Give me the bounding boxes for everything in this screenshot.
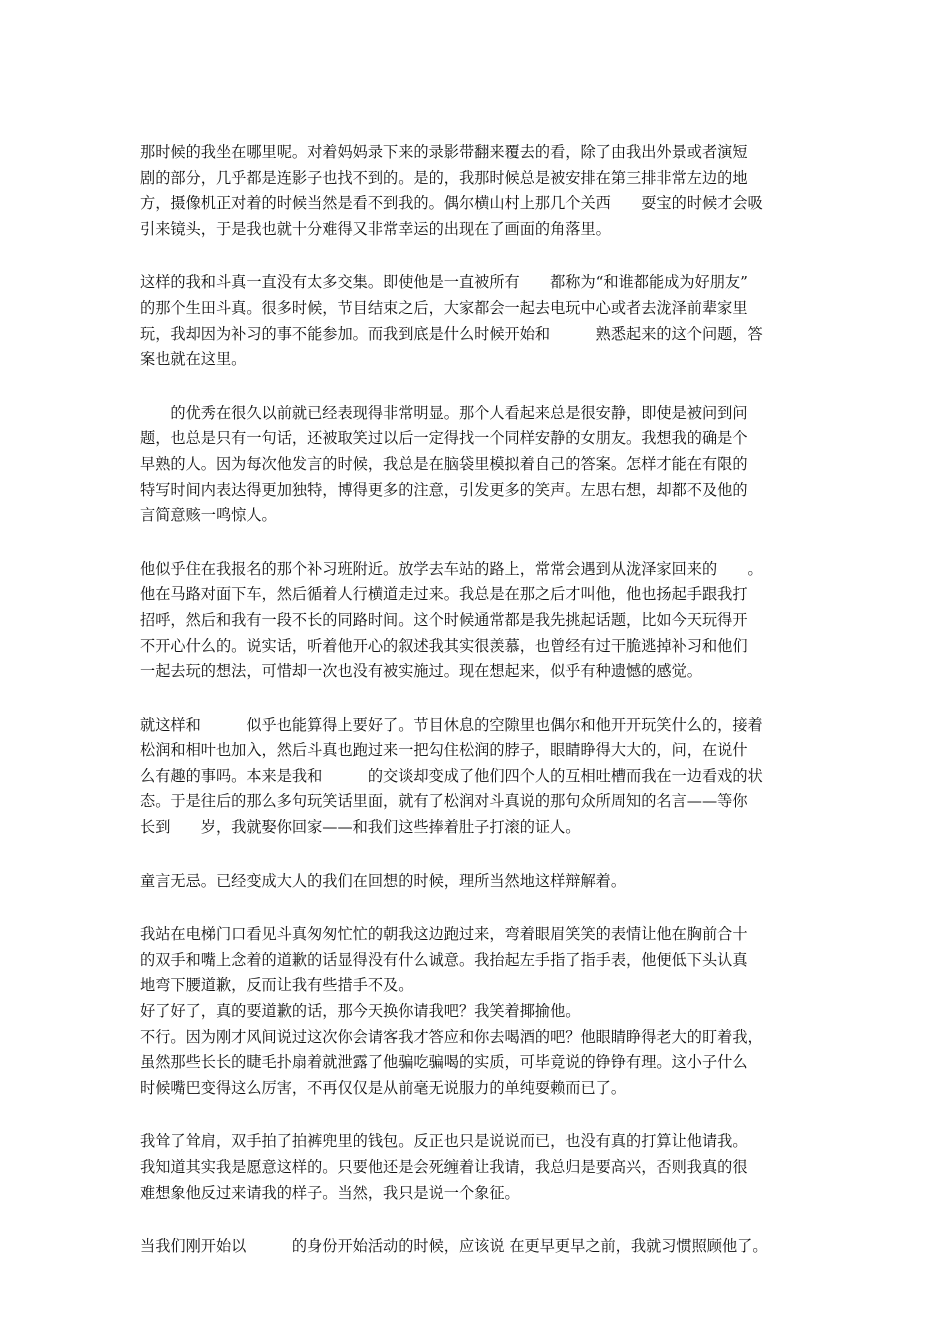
text-line: 童言无忌。已经变成大人的我们在回想的时候，理所当然地这样辩解着。 — [140, 871, 626, 890]
paragraph — [140, 401, 812, 529]
text-line: 一起去玩的想法，可惜却一次也没有被实施过。现在想起来，似乎有种遗憾的感觉。 — [140, 662, 702, 681]
text-line: 好了好了，真的要道歉的话，那今天换你请我吧？我笑着揶揄他。 — [140, 1002, 581, 1021]
paragraph — [140, 1234, 812, 1260]
text-line: 松润和相叶也加入，然后斗真也跑过来一把勾住松润的脖子，眼睛睁得大大的，问，在说什 — [140, 741, 748, 760]
text-line: 我知道其实我是愿意这样的。只要他还是会死缠着让我请，我总归是要高兴，否则我真的很 — [140, 1158, 748, 1176]
text-line: 就这样和 似乎也能算得上要好了。节目休息的空隙里也偶尔和他开开玩笑什么的，接着 — [140, 715, 763, 734]
text-line: 玩，我却因为补习的事不能参加。而我到底是什么时候开始和 熟悉起来的这个问题，答 — [140, 324, 763, 343]
text-line: 时候嘴巴变得这么厉害，不再仅仅是从前毫无说服力的单纯耍赖而已了。 — [140, 1078, 626, 1097]
paragraph — [140, 1025, 812, 1102]
text-line: 剧的部分，几乎都是连影子也找不到的。是的，我那时候总是被安排在第三排非常左边的地 — [140, 168, 748, 187]
text-line: 引来镜头，于是我也就十分难得又非常幸运的出现在了画面的角落里。 — [140, 219, 611, 238]
text-line: 他似乎住在我报名的那个补习班附近。放学去车站的路上，常常会遇到从泷泽家回来的 。 — [140, 559, 763, 578]
document-page — [140, 140, 812, 1260]
paragraph — [140, 270, 812, 372]
text-line: 言简意赅一鸣惊人。 — [140, 506, 277, 525]
text-line: 招呼，然后和我有一段不长的同路时间。这个时候通常都是我先挑起话题，比如今天玩得开 — [140, 610, 748, 629]
text-line: 态。于是往后的那么多句玩笑话里面，就有了松润对斗真说的那句众所周知的名言——等你 — [140, 792, 748, 811]
text-line: 案也就在这里。 — [140, 350, 247, 369]
paragraph — [140, 869, 812, 895]
text-line: 的双手和嘴上念着的道歉的话显得没有什么诚意。我抬起左手指了指手表，他便低下头认真 — [140, 950, 748, 969]
text-line: 早熟的人。因为每次他发言的时候，我总是在脑袋里模拟着自己的答案。怎样才能在有限的 — [140, 454, 748, 473]
text-line: 我站在电梯门口看见斗真匆匆忙忙的朝我这边跑过来，弯着眼眉笑笑的表情让他在胸前合十 — [140, 925, 748, 944]
paragraph — [140, 713, 812, 841]
text-line: 的那个生田斗真。很多时候，节目结束之后，大家都会一起去电玩中心或者去泷泽前辈家里 — [140, 298, 748, 317]
paragraph — [140, 1129, 812, 1206]
text-line: 他在马路对面下车，然后循着人行横道走过来。我总是在那之后才叫他，他也扬起手跟我打 — [140, 585, 748, 604]
text-line: 么有趣的事吗。本来是我和 的交谈却变成了他们四个人的互相吐槽而我在一边看戏的状 — [140, 766, 763, 785]
text-line: 难想象他反过来请我的样子。当然，我只是说一个象征。 — [140, 1183, 520, 1202]
text-line: 不开心什么的。说实话，听着他开心的叙述我其实很羡慕，也曾经有过干脆逃掉补习和他们 — [140, 636, 748, 655]
paragraph — [140, 999, 812, 1025]
text-line: 当我们刚开始以 的身份开始活动的时候，应该说 在更早更早之前，我就习惯照顾他了。 — [140, 1237, 768, 1256]
text-line: 地弯下腰道歉，反而让我有些措手不及。 — [140, 976, 414, 995]
paragraph — [140, 922, 812, 999]
text-line: 那时候的我坐在哪里呢。对着妈妈录下来的录影带翻来覆去的看，除了由我出外景或者演短 — [140, 143, 748, 161]
text-line: 我耸了耸肩，双手拍了拍裤兜里的钱包。反正也只是说说而已，也没有真的打算让他请我。 — [140, 1132, 748, 1151]
text-line: 题，也总是只有一句话，还被取笑过以后一定得找一个同样安静的女朋友。我想我的确是个 — [140, 429, 748, 448]
paragraph — [140, 557, 812, 685]
text-line: 的优秀在很久以前就已经表现得非常明显。那个人看起来总是很安静，即使是被问到问 — [140, 403, 748, 422]
text-line: 这样的我和斗真一直没有太多交集。即使他是一直被所有 都称为“和谁都能成为好朋友” — [140, 273, 748, 292]
text-line: 长到 岁，我就娶你回家——和我们这些捧着肚子打滚的证人。 — [140, 818, 581, 837]
text-line: 虽然那些长长的睫毛扑扇着就泄露了他骗吃骗喝的实质，可毕竟说的铮铮有理。这小子什么 — [140, 1053, 748, 1072]
text-line: 方，摄像机正对着的时候当然是看不到我的。偶尔横山村上那几个关西 耍宝的时候才会吸 — [140, 194, 763, 213]
text-line: 特写时间内表达得更加独特，博得更多的注意，引发更多的笑声。左思右想，却都不及他的 — [140, 480, 748, 499]
paragraph — [140, 140, 812, 242]
text-line: 不行。因为刚才风间说过这次你会请客我才答应和你去喝酒的吧？他眼睛睁得老大的盯着我， — [140, 1027, 763, 1046]
